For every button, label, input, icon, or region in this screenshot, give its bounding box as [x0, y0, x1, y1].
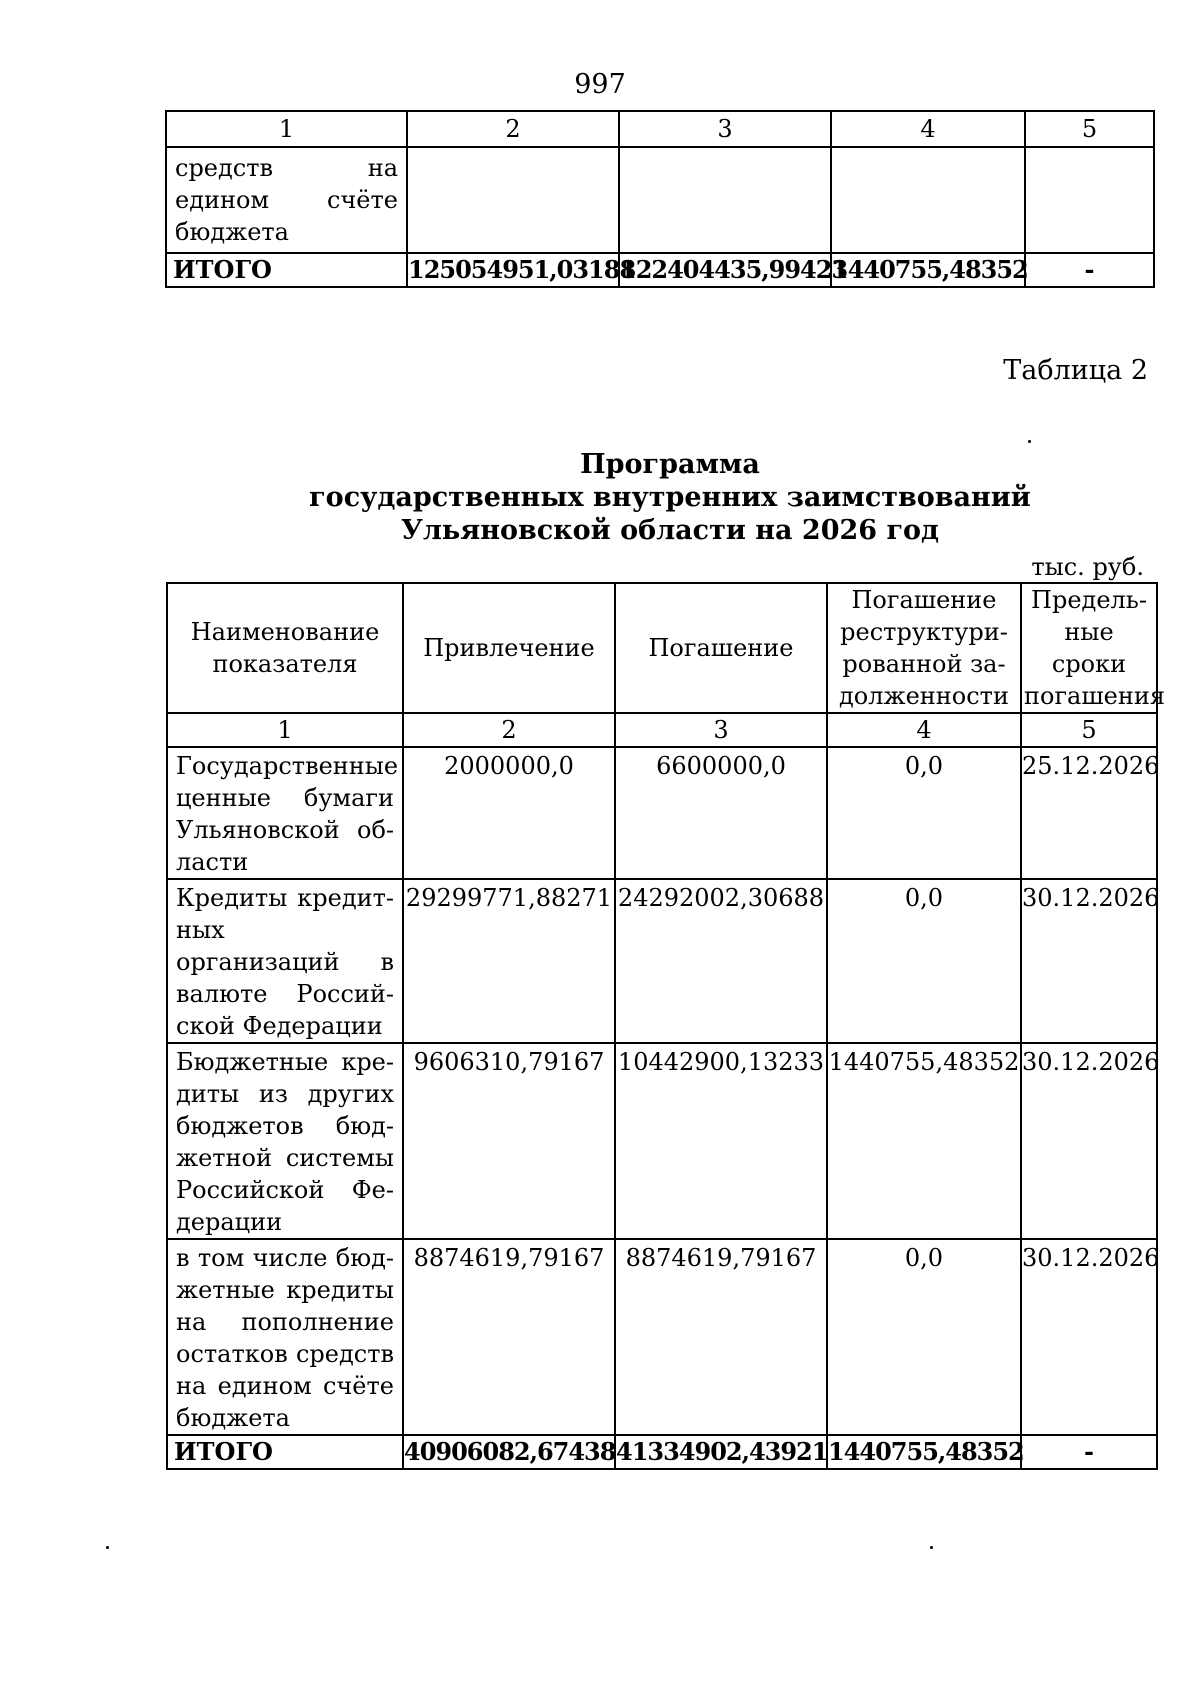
row-restructured: 0,0 — [827, 879, 1021, 1043]
table-row — [166, 147, 1154, 253]
column-number: 1 — [166, 111, 407, 147]
column-number: 5 — [1025, 111, 1154, 147]
row-repayment: 10442900,13233 — [615, 1043, 827, 1239]
row-deadline: 25.12.2026 — [1021, 747, 1157, 879]
column-number-row — [167, 713, 1157, 747]
total-col3: 122404435,99423 — [619, 253, 831, 287]
table-row — [167, 1043, 1157, 1239]
header-deadlines: Предель-ные сроки погашения — [1021, 583, 1157, 713]
row-repayment: 24292002,30688 — [615, 879, 827, 1043]
scan-speck — [930, 1546, 933, 1549]
column-number: 3 — [619, 111, 831, 147]
column-number-row — [166, 111, 1154, 147]
column-number: 1 — [167, 713, 403, 747]
total-row — [167, 1435, 1157, 1469]
table-row — [167, 879, 1157, 1043]
row-attraction: 2000000,0 — [403, 747, 615, 879]
row-name: Бюджетные кре-диты из других бюджетов бюд-жетной системы Российской Фе-дерации — [167, 1043, 403, 1239]
column-number: 5 — [1021, 713, 1157, 747]
row-deadline: 30.12.2026 — [1021, 879, 1157, 1043]
column-number: 4 — [827, 713, 1021, 747]
empty-cell — [407, 147, 619, 253]
row-name: Государственные ценные бумаги Ульяновской об-ласти — [167, 747, 403, 879]
header-restructured: Погашение реструктури-рованной за-долженности — [827, 583, 1021, 713]
total-label: ИТОГО — [166, 253, 407, 287]
row-name: средств на едином счёте бюджета — [166, 147, 407, 253]
document-title — [0, 448, 1200, 547]
row-deadline: 30.12.2026 — [1021, 1043, 1157, 1239]
table-label: Таблица 2 — [1003, 355, 1148, 386]
row-repayment: 6600000,0 — [615, 747, 827, 879]
table-row — [167, 1239, 1157, 1435]
column-number: 2 — [407, 111, 619, 147]
empty-cell — [619, 147, 831, 253]
row-repayment: 8874619,79167 — [615, 1239, 827, 1435]
borrowing-program-table — [166, 582, 1165, 1470]
total-deadline: - — [1021, 1435, 1157, 1469]
header-attraction: Привлечение — [403, 583, 615, 713]
row-deadline: 30.12.2026 — [1021, 1239, 1157, 1435]
total-repayment: 41334902,43921 — [615, 1435, 827, 1469]
title-line-1: Программа — [580, 449, 760, 480]
page-number: 997 — [574, 69, 626, 100]
total-attraction: 40906082,67438 — [403, 1435, 615, 1469]
title-line-2: государственных внутренних заимствований — [309, 482, 1031, 513]
column-number: 4 — [831, 111, 1025, 147]
total-label: ИТОГО — [167, 1435, 403, 1469]
column-number: 2 — [403, 713, 615, 747]
row-attraction: 9606310,79167 — [403, 1043, 615, 1239]
scan-speck — [1028, 440, 1031, 443]
row-restructured: 0,0 — [827, 1239, 1021, 1435]
row-attraction: 29299771,88271 — [403, 879, 615, 1043]
total-row — [166, 253, 1154, 287]
row-restructured: 0,0 — [827, 747, 1021, 879]
column-number: 3 — [615, 713, 827, 747]
title-line-3: Ульяновской области на 2026 год — [400, 515, 940, 546]
header-repayment: Погашение — [615, 583, 827, 713]
empty-cell — [831, 147, 1025, 253]
total-col2: 125054951,03188 — [407, 253, 619, 287]
empty-cell — [1025, 147, 1154, 253]
units-label: тыс. руб. — [1031, 553, 1144, 581]
row-name: Кредиты кредит-ных организаций в валюте Россий-ской Федерации — [167, 879, 403, 1043]
total-col4: 1440755,48352 — [831, 253, 1025, 287]
table-row — [167, 747, 1157, 879]
row-restructured: 1440755,48352 — [827, 1043, 1021, 1239]
total-restructured: 1440755,48352 — [827, 1435, 1021, 1469]
header-row — [167, 583, 1157, 713]
table-continuation — [165, 110, 1155, 288]
row-attraction: 8874619,79167 — [403, 1239, 615, 1435]
total-col5: - — [1025, 253, 1154, 287]
header-name: Наименование показателя — [167, 583, 403, 713]
scan-speck — [106, 1546, 109, 1549]
row-name: в том числе бюд-жетные кредиты на пополнение остатков средств на едином счёте бюджета — [167, 1239, 403, 1435]
